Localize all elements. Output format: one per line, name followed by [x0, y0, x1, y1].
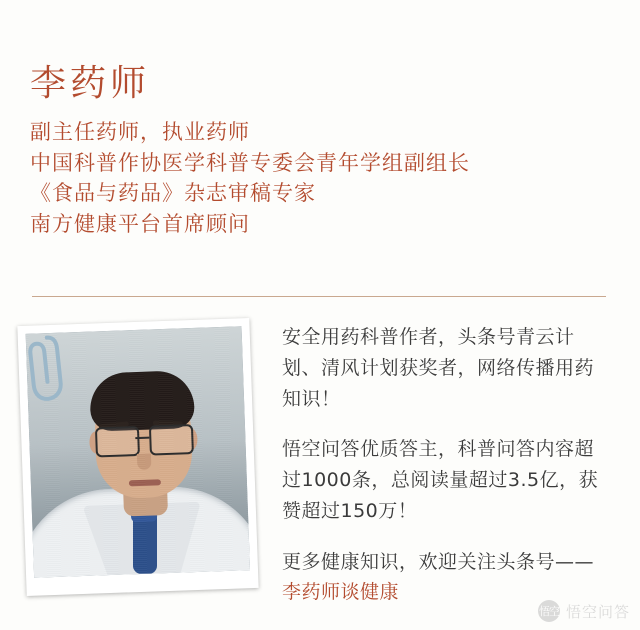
bio-paragraph-3 — [282, 547, 612, 609]
bio-paragraph-1: 安全用药科普作者，头条号青云计划、清风计划获奖者，网络传播用药知识！ — [282, 326, 595, 410]
eyeglasses-icon — [91, 424, 196, 454]
wukong-logo-icon: 悟空 — [538, 600, 560, 622]
mouth — [129, 479, 161, 486]
credential-line-1: 副主任药师，执业药师 — [30, 120, 250, 145]
glasses-bridge — [135, 437, 149, 439]
bio-paragraph-2: 悟空问答优质答主，科普问答内容超过1000条，总阅读量超过3.5亿，获赞超过150万！ — [282, 438, 599, 522]
watermark — [538, 600, 630, 622]
nose — [137, 454, 152, 470]
section-divider — [32, 296, 606, 297]
credential-line-3: 《食品与药品》杂志审稿专家 — [30, 181, 316, 206]
page-title: 李药师 — [30, 63, 151, 104]
bio-paragraph-3-prefix: 更多健康知识，欢迎关注头条号—— — [282, 550, 595, 573]
bio-text — [282, 322, 612, 608]
headline-account-name: 李药师谈健康 — [282, 581, 400, 604]
profile-header — [30, 62, 590, 239]
lens-left — [95, 426, 140, 458]
credential-line-4: 南方健康平台首席顾问 — [30, 211, 250, 236]
lens-right — [149, 424, 194, 456]
watermark-label: 悟空问答 — [565, 602, 630, 621]
credential-line-2: 中国科普作协医学科普专委会青年学组副组长 — [30, 150, 470, 175]
